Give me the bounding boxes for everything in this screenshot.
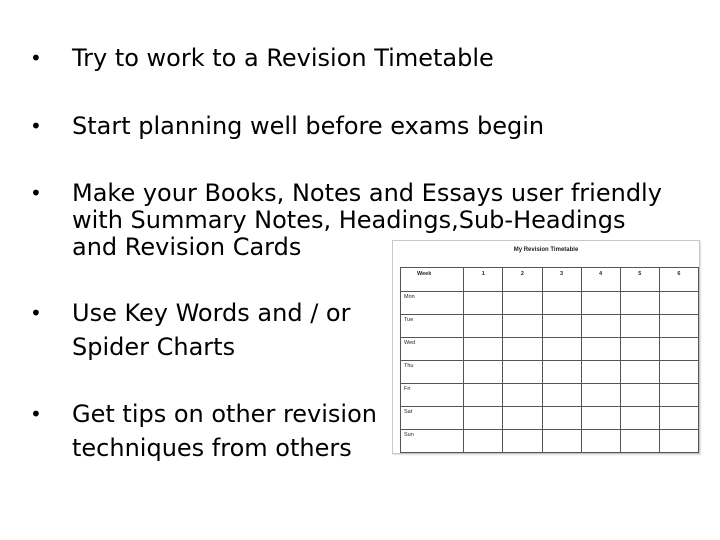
timetable-cell: [503, 430, 542, 453]
timetable-cell: [620, 407, 659, 430]
timetable-cell: [581, 430, 620, 453]
timetable-cell: [620, 384, 659, 407]
day-label: Wed: [401, 338, 464, 361]
bullet-text: [72, 401, 377, 462]
day-label: Fri: [401, 384, 464, 407]
timetable-cell: [620, 292, 659, 315]
timetable-cell: [581, 407, 620, 430]
bullet-text: [72, 45, 494, 72]
week-number: 2: [503, 268, 542, 292]
timetable-cell: [659, 315, 698, 338]
timetable-cell: [581, 338, 620, 361]
bullet-line: Make your Books, Notes and Essays user friendly: [72, 179, 662, 207]
timetable-cell: [464, 361, 503, 384]
timetable-cell: [464, 384, 503, 407]
timetable-cell: [620, 430, 659, 453]
timetable-cell: [464, 430, 503, 453]
timetable-row: [401, 407, 699, 430]
timetable-cell: [581, 361, 620, 384]
timetable-cell: [542, 407, 581, 430]
bullet-line: Spider Charts: [72, 333, 236, 361]
day-label: Sun: [401, 430, 464, 453]
timetable-cell: [503, 338, 542, 361]
bullet-item: [28, 300, 350, 361]
week-number: 6: [659, 268, 698, 292]
timetable-cell: [620, 338, 659, 361]
timetable-row: [401, 384, 699, 407]
timetable-cell: [542, 430, 581, 453]
bullet-line: and Revision Cards: [72, 233, 302, 261]
timetable-cell: [464, 338, 503, 361]
bullet-text: [72, 113, 544, 140]
timetable-cell: [464, 407, 503, 430]
timetable-cell: [503, 384, 542, 407]
day-label: Tue: [401, 315, 464, 338]
week-number: 4: [581, 268, 620, 292]
timetable-cell: [659, 384, 698, 407]
week-number: 5: [620, 268, 659, 292]
day-label: Thu: [401, 361, 464, 384]
timetable-cell: [542, 292, 581, 315]
bullet-item: [28, 401, 377, 462]
week-number: 3: [542, 268, 581, 292]
timetable-cell: [659, 361, 698, 384]
timetable-cell: [620, 315, 659, 338]
timetable-cell: [503, 315, 542, 338]
bullet-line: Start planning well before exams begin: [72, 112, 545, 140]
timetable-cell: [542, 315, 581, 338]
timetable-header-row: [401, 268, 699, 292]
bullet-line: Use Key Words and / or: [72, 299, 351, 327]
timetable-row: [401, 430, 699, 453]
timetable-cell: [581, 315, 620, 338]
timetable-title: My Revision Timetable: [513, 247, 579, 253]
timetable-cell: [464, 315, 503, 338]
bullet-line: with Summary Notes, Headings,Sub-Headings: [72, 206, 626, 234]
bullet-line: Try to work to a Revision Timetable: [72, 44, 494, 72]
timetable-cell: [542, 361, 581, 384]
timetable-cell: [659, 292, 698, 315]
timetable-grid: [400, 267, 699, 453]
timetable-cell: [659, 407, 698, 430]
timetable-cell: [503, 292, 542, 315]
timetable-cell: [464, 292, 503, 315]
timetable-cell: [620, 361, 659, 384]
timetable-cell: [542, 384, 581, 407]
week-header: Week: [401, 268, 464, 292]
timetable-cell: [503, 361, 542, 384]
bullet-dot: •: [30, 46, 42, 70]
day-label: Mon: [401, 292, 464, 315]
timetable-cell: [581, 292, 620, 315]
timetable-cell: [581, 384, 620, 407]
bullet-dot: •: [30, 402, 42, 426]
bullet-dot: •: [30, 114, 42, 138]
day-label: Sat: [401, 407, 464, 430]
timetable-row: [401, 361, 699, 384]
timetable-cell: [659, 338, 698, 361]
bullet-dot: •: [30, 301, 42, 325]
timetable-row: [401, 338, 699, 361]
timetable-cell: [542, 338, 581, 361]
timetable-cell: [503, 407, 542, 430]
revision-timetable-image: [392, 240, 700, 454]
timetable-cell: [659, 430, 698, 453]
bullet-line: techniques from others: [72, 434, 352, 462]
bullet-text: [72, 300, 350, 361]
bullet-dot: •: [30, 181, 42, 205]
timetable-row: [401, 315, 699, 338]
bullet-item: [28, 45, 494, 72]
bullet-line: Get tips on other revision: [72, 400, 377, 428]
timetable-row: [401, 292, 699, 315]
week-number: 1: [464, 268, 503, 292]
bullet-item: [28, 113, 544, 140]
